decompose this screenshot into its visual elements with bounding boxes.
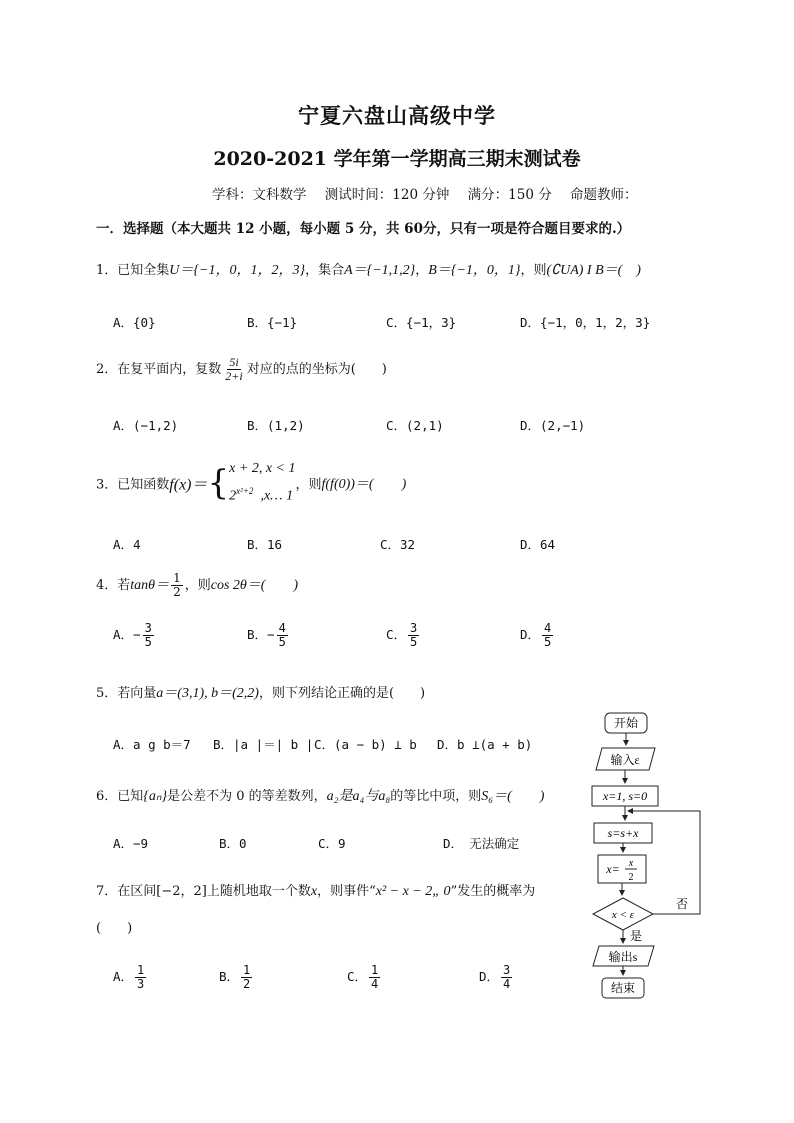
piecewise-cases: x + 2, x < 1 $2^{x^2+2}$ ,x… 1 xyxy=(229,461,296,504)
q1-option-d[interactable]: D．{−1，0，1，2，3} xyxy=(520,315,651,330)
q1-option-b[interactable]: B．{−1} xyxy=(247,315,298,330)
subject: 学科：文科数学 xyxy=(212,187,307,203)
q4-option-d[interactable]: D． $\frac{4}{5}$ xyxy=(520,621,552,649)
flow-halve-lhs: x= xyxy=(606,862,620,876)
q4-option-c[interactable]: C． $\frac{3}{5}$ xyxy=(386,621,418,649)
question-7: 7．在区间[−2，2]上随机地取一个数x，则事件“x² − x − 2„ 0”发生的概率为 xyxy=(96,884,536,899)
q1-option-c[interactable]: C．{−1，3} xyxy=(386,315,457,330)
flow-start-label: 开始 xyxy=(613,716,639,730)
q2-option-c[interactable]: C．(2,1) xyxy=(386,418,444,433)
q5-option-d[interactable]: D．b ⊥(a + b) xyxy=(437,737,533,752)
q2-option-d[interactable]: D．(2,−1) xyxy=(520,418,586,433)
flow-halve-num: x xyxy=(628,858,634,869)
exam-title: 2020-2021 学年第一学期高三期末测试卷 xyxy=(213,148,581,170)
flow-halve-box xyxy=(598,855,646,883)
q7-option-b[interactable]: B． $\frac{1}{2}$ xyxy=(219,963,251,991)
flow-yes-label: 是 xyxy=(630,929,643,943)
full-score: 满分：150 分 xyxy=(467,187,552,203)
q6-option-c[interactable]: C．9 xyxy=(318,836,346,851)
tan-fraction: $\frac{1}{2}$ xyxy=(173,571,181,599)
q3-option-a[interactable]: A．4 xyxy=(113,537,141,552)
flow-input-label: 输入ε xyxy=(610,753,640,767)
q4-option-b[interactable]: B．− $\frac{4}{5}$ xyxy=(247,621,286,649)
question-1: 1．已知全集U＝{−1，0，1，2，3}，集合A＝{−1,1,2}，B＝{−1，0，1}，则(∁UA) I B＝( ) xyxy=(96,263,641,278)
q5-option-b[interactable]: B．|a |＝| b | xyxy=(213,737,314,752)
q2-option-b[interactable]: B．(1,2) xyxy=(247,418,305,433)
q6-option-d[interactable]: D． 无法确定 xyxy=(443,836,520,851)
flow-halve-den: 2 xyxy=(628,872,634,883)
q2-option-a[interactable]: A．(−1,2) xyxy=(113,418,179,433)
flow-output-label: 输出s xyxy=(608,950,638,964)
q7-paren: ( ) xyxy=(96,921,133,936)
q6-option-a[interactable]: A．−9 xyxy=(113,836,149,851)
complex-fraction: $\frac{5i}{2+i}$ xyxy=(225,355,243,383)
flowchart xyxy=(580,705,710,1005)
q6-option-b[interactable]: B．0 xyxy=(219,836,247,851)
q5-option-a[interactable]: A．a g b＝7 xyxy=(113,737,191,752)
flow-accum-label: s=s+x xyxy=(607,826,639,840)
q7-option-a[interactable]: A． $\frac{1}{3}$ xyxy=(113,963,145,991)
question-3: 3．已知函数f(x)＝{ x + 2, x < 1 $2^{x^2+2}$ ,x… 1 ，则f(f(0))＝( ) xyxy=(96,458,406,508)
question-2: 2．在复平面内，复数 $\frac{5i}{2+i}$ 对应的点的坐标为( ) xyxy=(96,355,387,383)
q7-option-d[interactable]: D． $\frac{3}{4}$ xyxy=(479,963,511,991)
flow-end-label: 结束 xyxy=(610,981,636,995)
piecewise-brace: { xyxy=(207,462,230,503)
q3-option-b[interactable]: B．16 xyxy=(247,537,283,552)
test-time: 测试时间：120 分钟 xyxy=(324,187,450,203)
q3-option-d[interactable]: D．64 xyxy=(520,537,556,552)
question-6: 6．已知{aₙ}是公差不为 0 的等差数列，a₂是a₄与a₈的等比中项，则S₆＝( ) xyxy=(96,789,545,804)
q5-option-c[interactable]: C．(a − b) ⊥ b xyxy=(314,737,417,752)
section-heading: 一．选择题（本大题共 12 小题，每小题 5 分，共 60分，只有一项是符合题目要求的.） xyxy=(96,221,631,237)
school-name: 宁夏六盘山高级中学 xyxy=(298,103,496,128)
q1-option-a[interactable]: A．{0} xyxy=(113,315,156,330)
q4-option-a[interactable]: A．− $\frac{3}{5}$ xyxy=(113,621,152,649)
flow-no-label: 否 xyxy=(676,897,689,911)
q3-option-c[interactable]: C．32 xyxy=(380,537,416,552)
q7-option-c[interactable]: C． $\frac{1}{4}$ xyxy=(347,963,379,991)
flow-init-label: x=1, s=0 xyxy=(602,789,648,803)
exam-info xyxy=(212,183,652,203)
question-4: 4．若tanθ＝ $\frac{1}{2}$ ，则cos 2θ＝( ) xyxy=(96,571,299,599)
question-5: 5．若向量a＝(3,1), b＝(2,2)，则下列结论正确的是( ) xyxy=(96,686,426,701)
teacher: 命题教师： xyxy=(570,187,638,203)
flow-condition-label: x < ε xyxy=(611,909,635,921)
